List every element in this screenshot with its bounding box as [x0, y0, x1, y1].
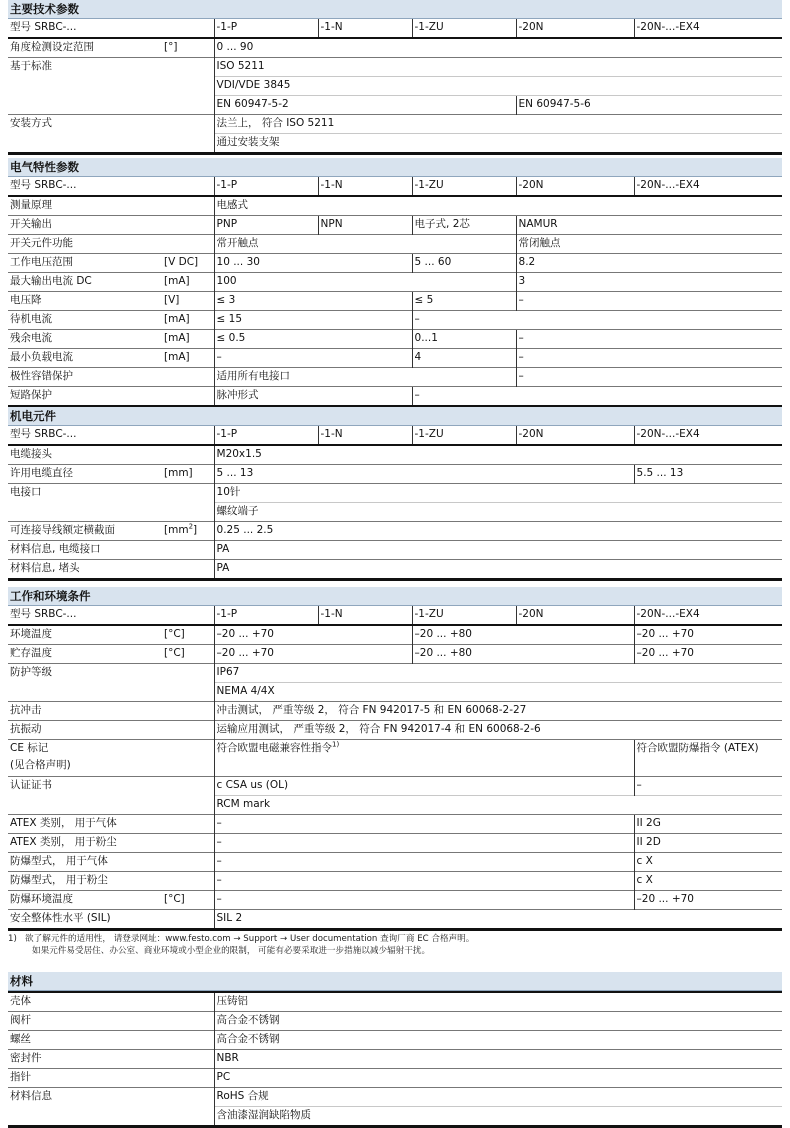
header-row	[8, 19, 782, 38]
row-value: –	[516, 349, 782, 368]
row-value: NAMUR	[516, 216, 782, 235]
row-label: 阀杆	[8, 1012, 214, 1031]
row-value: –20 ... +80	[412, 645, 634, 664]
row-label: 材料信息, 电缆接口	[8, 541, 214, 560]
row-value: 电感式	[214, 196, 782, 216]
table-row	[8, 645, 782, 664]
row-value: –	[516, 292, 782, 311]
row-value: 符合欧盟防爆指令 (ATEX)	[634, 740, 782, 777]
row-unit: [°]	[162, 38, 214, 58]
table-row	[8, 115, 782, 134]
row-value: 4	[412, 349, 516, 368]
row-value: II 2D	[634, 834, 782, 853]
row-value: –	[516, 330, 782, 349]
section-title: 工作和环境条件	[8, 587, 782, 606]
electrical-table	[8, 177, 782, 405]
row-value: –	[214, 853, 634, 872]
row-label: 基于标准	[8, 58, 214, 115]
row-unit: [°C]	[162, 645, 214, 664]
row-label: 最小负载电流	[8, 349, 162, 368]
table-row	[8, 815, 782, 834]
row-value: –20 ... +80	[412, 625, 634, 645]
row-value: –20 ... +70	[634, 625, 782, 645]
table-row	[8, 1031, 782, 1050]
row-label: 螺丝	[8, 1031, 214, 1050]
row-value: c X	[634, 853, 782, 872]
row-value: 常闭触点	[516, 235, 782, 254]
row-value: IP67	[214, 664, 782, 683]
table-row	[8, 664, 782, 683]
header-row	[8, 426, 782, 445]
electromech-section	[8, 407, 782, 581]
row-value: 高合金不锈钢	[214, 1031, 782, 1050]
header-20n-ex4: -20N-...-EX4	[634, 19, 782, 38]
row-value: 常开触点	[214, 235, 516, 254]
row-value: –	[214, 834, 634, 853]
header-1-n: -1-N	[318, 606, 412, 625]
header-1-zu: -1-ZU	[412, 177, 516, 196]
table-row	[8, 721, 782, 740]
footnote-line-2: 如果元件易受居住、办公室、商业环境或小型企业的限制， 可能有必要采取进一步措施以减少辐射干扰。	[32, 946, 431, 956]
row-value: –	[412, 311, 782, 330]
header-20n-ex4: -20N-...-EX4	[634, 177, 782, 196]
header-model: 型号 SRBC-...	[8, 426, 214, 445]
footnote-number: 1)	[8, 934, 17, 944]
row-value: EN 60947-5-2	[214, 96, 516, 115]
row-label: 电压降	[8, 292, 162, 311]
row-value: 0 ... 90	[214, 38, 782, 58]
row-value: 法兰上， 符合 ISO 5211	[214, 115, 782, 134]
row-value: EN 60947-5-6	[516, 96, 782, 115]
row-label: 环境温度	[8, 625, 162, 645]
header-1-zu: -1-ZU	[412, 19, 516, 38]
ce-label: CE 标记	[10, 742, 49, 754]
row-value: –	[214, 872, 634, 891]
header-model: 型号 SRBC-...	[8, 606, 214, 625]
table-row	[8, 368, 782, 387]
materials-table	[8, 991, 782, 1125]
row-label: 待机电流	[8, 311, 162, 330]
row-value: II 2G	[634, 815, 782, 834]
row-label: 抗冲击	[8, 702, 214, 721]
section-title: 主要技术参数	[8, 0, 782, 19]
row-value: 运输应用测试， 严重等级 2， 符合 FN 942017-4 和 EN 60068-2-6	[214, 721, 782, 740]
header-model: 型号 SRBC-...	[8, 177, 214, 196]
environment-table	[8, 606, 782, 928]
row-label: 防爆环境温度	[8, 891, 162, 910]
row-value: –	[214, 891, 634, 910]
row-value: SIL 2	[214, 910, 782, 929]
row-value: RCM mark	[214, 796, 782, 815]
materials-section	[8, 972, 782, 1128]
table-row	[8, 522, 782, 541]
row-label: 指针	[8, 1069, 214, 1088]
row-label: 电接口	[8, 484, 214, 522]
table-row	[8, 349, 782, 368]
row-unit: $[mm^2]$	[162, 522, 214, 541]
row-value: c CSA us (OL)	[214, 777, 634, 796]
row-unit: [mA]	[162, 311, 214, 330]
header-row	[8, 177, 782, 196]
row-value: 压铸铝	[214, 992, 782, 1012]
row-value: –	[634, 777, 782, 796]
row-unit: [V]	[162, 292, 214, 311]
row-value: 适用所有电接口	[214, 368, 516, 387]
header-1-p: -1-P	[214, 177, 318, 196]
footnote-text: 欲了解元件的适用性， 请登录网址：www.festo.com → Support → User documentation 查询厂商 EC 合格声明。	[25, 934, 475, 944]
ce-label-note: (见合格声明)	[10, 759, 71, 771]
table-row	[8, 38, 782, 58]
row-label: 材料信息, 堵头	[8, 560, 214, 579]
row-value: 10针	[214, 484, 782, 503]
row-value: –20 ... +70	[634, 645, 782, 664]
row-value: ISO 5211	[214, 58, 782, 77]
row-label: 抗振动	[8, 721, 214, 740]
table-row	[8, 484, 782, 503]
row-label: 残余电流	[8, 330, 162, 349]
row-value: 0.25 ... 2.5	[214, 522, 782, 541]
table-row	[8, 254, 782, 273]
header-model: 型号 SRBC-...	[8, 19, 214, 38]
header-1-p: -1-P	[214, 606, 318, 625]
row-label: 电缆接头	[8, 445, 214, 465]
footnote-line-1	[8, 933, 474, 945]
row-value: ≤ 15	[214, 311, 412, 330]
row-value: PA	[214, 541, 782, 560]
row-label: 安装方式	[8, 115, 214, 153]
section-title: 电气特性参数	[8, 158, 782, 177]
row-value: 5.5 ... 13	[634, 465, 782, 484]
row-value: PA	[214, 560, 782, 579]
header-1-zu: -1-ZU	[412, 606, 516, 625]
footnote	[8, 933, 474, 957]
table-row	[8, 292, 782, 311]
row-value: ≤ 0.5	[214, 330, 412, 349]
row-label: 可连接导线额定横截面	[8, 522, 162, 541]
header-1-p: -1-P	[214, 19, 318, 38]
row-value: RoHS 合规	[214, 1088, 782, 1107]
row-value: ≤ 3	[214, 292, 412, 311]
row-value: PC	[214, 1069, 782, 1088]
header-1-n: -1-N	[318, 177, 412, 196]
row-label: 认证证书	[8, 777, 214, 815]
table-row	[8, 273, 782, 292]
row-value: –	[214, 815, 634, 834]
row-value: NBR	[214, 1050, 782, 1069]
row-label: 密封件	[8, 1050, 214, 1069]
table-row	[8, 777, 782, 796]
row-label: 许用电缆直径	[8, 465, 162, 484]
table-row	[8, 1050, 782, 1069]
row-value: VDI/VDE 3845	[214, 77, 782, 96]
row-value: –	[214, 349, 412, 368]
row-unit: [°C]	[162, 891, 214, 910]
row-value: 10 ... 30	[214, 254, 412, 273]
row-label: 安全整体性水平 (SIL)	[8, 910, 214, 929]
row-label: 防护等级	[8, 664, 214, 702]
row-value: 0...1	[412, 330, 516, 349]
row-unit: [mA]	[162, 330, 214, 349]
table-row	[8, 1069, 782, 1088]
header-20n: -20N	[516, 177, 634, 196]
table-row	[8, 891, 782, 910]
section-title: 机电元件	[8, 407, 782, 426]
header-20n-ex4: -20N-...-EX4	[634, 426, 782, 445]
table-row	[8, 702, 782, 721]
header-1-n: -1-N	[318, 426, 412, 445]
main-specs-section	[8, 0, 782, 155]
row-unit: [°C]	[162, 625, 214, 645]
row-value: 螺纹端子	[214, 503, 782, 522]
row-unit: [mA]	[162, 273, 214, 292]
main-specs-table	[8, 19, 782, 152]
table-row	[8, 872, 782, 891]
row-value: 电子式, 2芯	[412, 216, 516, 235]
section-title: 材料	[8, 972, 782, 991]
table-row	[8, 1088, 782, 1107]
table-row	[8, 196, 782, 216]
row-value: 通过安装支架	[214, 134, 782, 153]
row-value: NPN	[318, 216, 412, 235]
row-value: –	[516, 368, 782, 387]
header-20n-ex4: -20N-...-EX4	[634, 606, 782, 625]
table-row	[8, 445, 782, 465]
table-row	[8, 311, 782, 330]
row-value: ≤ 5	[412, 292, 516, 311]
table-row	[8, 1012, 782, 1031]
row-label: 最大输出电流 DC	[8, 273, 162, 292]
row-label: 防爆型式， 用于气体	[8, 853, 214, 872]
table-row	[8, 235, 782, 254]
table-row	[8, 58, 782, 77]
row-unit: [V DC]	[162, 254, 214, 273]
row-label: ATEX 类别， 用于气体	[8, 815, 214, 834]
row-label: 开关输出	[8, 216, 214, 235]
row-value: 5 ... 13	[214, 465, 634, 484]
row-label: 极性容错保护	[8, 368, 214, 387]
row-value: 冲击测试， 严重等级 2， 符合 FN 942017-5 和 EN 60068-2-27	[214, 702, 782, 721]
table-row	[8, 330, 782, 349]
row-value: NEMA 4/4X	[214, 683, 782, 702]
row-label: ATEX 类别， 用于粉尘	[8, 834, 214, 853]
header-1-zu: -1-ZU	[412, 426, 516, 445]
table-row	[8, 853, 782, 872]
row-label: 工作电压范围	[8, 254, 162, 273]
row-label: 壳体	[8, 992, 214, 1012]
row-value: 8.2	[516, 254, 782, 273]
row-label: 贮存温度	[8, 645, 162, 664]
table-row	[8, 740, 782, 777]
row-label: 测量原理	[8, 196, 214, 216]
row-label	[8, 740, 214, 777]
table-row	[8, 992, 782, 1012]
electromech-table	[8, 426, 782, 578]
row-label: 防爆型式， 用于粉尘	[8, 872, 214, 891]
row-value: PNP	[214, 216, 318, 235]
row-label: 开关元件功能	[8, 235, 214, 254]
row-label: 材料信息	[8, 1088, 214, 1126]
table-row	[8, 625, 782, 645]
row-value: –20 ... +70	[214, 625, 412, 645]
row-value: 含油漆湿润缺陷物质	[214, 1107, 782, 1126]
table-row	[8, 834, 782, 853]
table-row	[8, 465, 782, 484]
environment-section	[8, 587, 782, 931]
row-unit: [mA]	[162, 349, 214, 368]
table-row	[8, 560, 782, 579]
header-20n: -20N	[516, 19, 634, 38]
row-label: 角度检测设定范围	[8, 38, 162, 58]
row-value: 5 ... 60	[412, 254, 516, 273]
row-value: 3	[516, 273, 782, 292]
header-row	[8, 606, 782, 625]
row-value: c X	[634, 872, 782, 891]
header-20n: -20N	[516, 426, 634, 445]
table-row	[8, 387, 782, 406]
row-unit: [mm]	[162, 465, 214, 484]
row-value: 高合金不锈钢	[214, 1012, 782, 1031]
row-value: 脉冲形式	[214, 387, 412, 406]
header-20n: -20N	[516, 606, 634, 625]
header-1-p: -1-P	[214, 426, 318, 445]
row-label: 短路保护	[8, 387, 214, 406]
row-value: –	[412, 387, 782, 406]
table-row	[8, 216, 782, 235]
row-value: M20x1.5	[214, 445, 782, 465]
row-value: 符合欧盟电磁兼容性指令$^{1)}$	[214, 740, 634, 777]
row-value: –20 ... +70	[214, 645, 412, 664]
row-value: 100	[214, 273, 516, 292]
header-1-n: -1-N	[318, 19, 412, 38]
row-value: –20 ... +70	[634, 891, 782, 910]
electrical-section	[8, 158, 782, 408]
table-row	[8, 910, 782, 929]
table-row	[8, 541, 782, 560]
